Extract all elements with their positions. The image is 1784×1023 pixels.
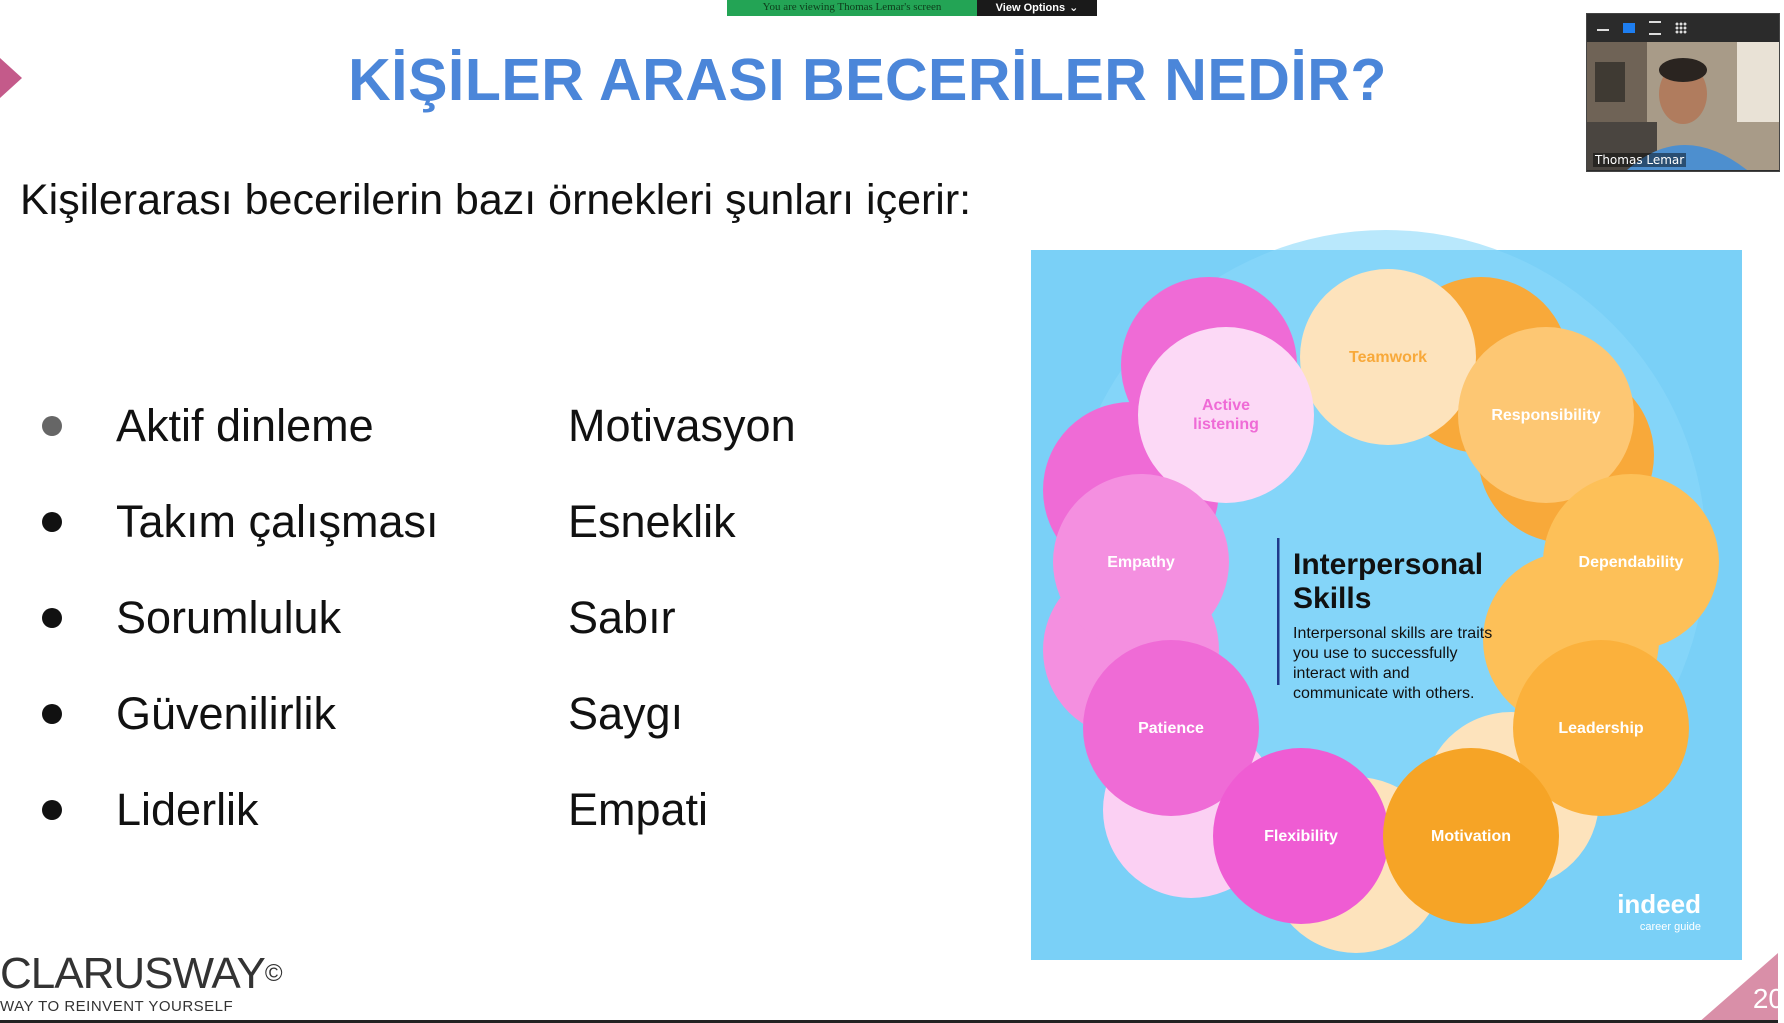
clarusway-logo [0,949,282,1015]
list-item: Empati [568,784,709,835]
bullet-icon [42,800,62,820]
skill-label: Responsibility [1491,407,1601,424]
list-item: Sorumluluk [38,570,572,666]
screen-share-banner [727,0,1097,16]
interpersonal-skills-infographic [1031,250,1742,960]
page-number: 20 [1752,983,1784,1014]
video-toolbar [1587,14,1779,42]
video-feed [1587,42,1779,171]
list-item: Esneklik [568,496,736,547]
center-description: you use to successfully [1293,645,1458,662]
viewing-screen-text: You are viewing Thomas Lemar's screen [727,0,977,16]
indeed-subtitle: career guide [1639,921,1701,933]
list-item: Aktif dinleme [38,378,572,474]
center-description: communicate with others. [1293,685,1475,702]
list-item: Sabır [568,592,676,643]
bullet-icon [42,608,62,628]
skill-label: Empathy [1107,554,1175,571]
bullet-icon [42,416,62,436]
skill-label: Teamwork [1349,349,1427,366]
view-options-label: View Options [995,2,1066,14]
skills-list-right [568,378,796,858]
logo-text: CLARUSWAY [0,949,265,998]
bullet-icon [42,512,62,532]
skills-list-left [38,378,572,858]
center-description: Interpersonal skills are traits [1293,625,1493,642]
logo-tagline: WAY TO REINVENT YOURSELF [0,998,234,1015]
copyright-mark: © [264,960,282,987]
bullet-icon [42,704,62,724]
list-item: Saygı [568,688,684,739]
skill-label: listening [1193,416,1259,433]
chevron-down-icon: ⌄ [1069,2,1079,14]
active-listening-circle [1138,327,1314,503]
center-divider [1277,538,1280,685]
indeed-logo: indeed [1617,889,1701,919]
strip-view-icon[interactable] [1649,21,1661,35]
skill-label: Leadership [1558,720,1644,737]
list-item: Takım çalışması [38,474,572,570]
view-options-button[interactable] [977,0,1097,16]
skill-label: Flexibility [1264,828,1338,845]
list-item: Motivasyon [568,400,796,451]
participant-name: Thomas Lemar [1595,153,1685,167]
skill-label: Patience [1138,720,1204,737]
gallery-view-icon[interactable] [1675,22,1687,34]
center-title: Interpersonal [1293,548,1484,581]
slide-title: KİŞİLER ARASI BECERİLER NEDİR? [348,47,1387,113]
list-item: Liderlik [38,762,572,858]
minimize-icon[interactable] [1597,25,1609,31]
slide-subtitle: Kişilerarası becerilerin bazı örnekleri şunları içerir: [20,176,972,224]
center-title: Skills [1293,582,1372,615]
participant-video-thumbnail[interactable] [1586,13,1780,172]
single-view-icon[interactable] [1623,23,1635,33]
skill-label: Active [1201,397,1251,414]
list-item: Güvenilirlik [38,666,572,762]
skill-label: Motivation [1431,828,1511,845]
center-description: interact with and [1293,665,1410,682]
skill-label: Dependability [1578,554,1684,571]
